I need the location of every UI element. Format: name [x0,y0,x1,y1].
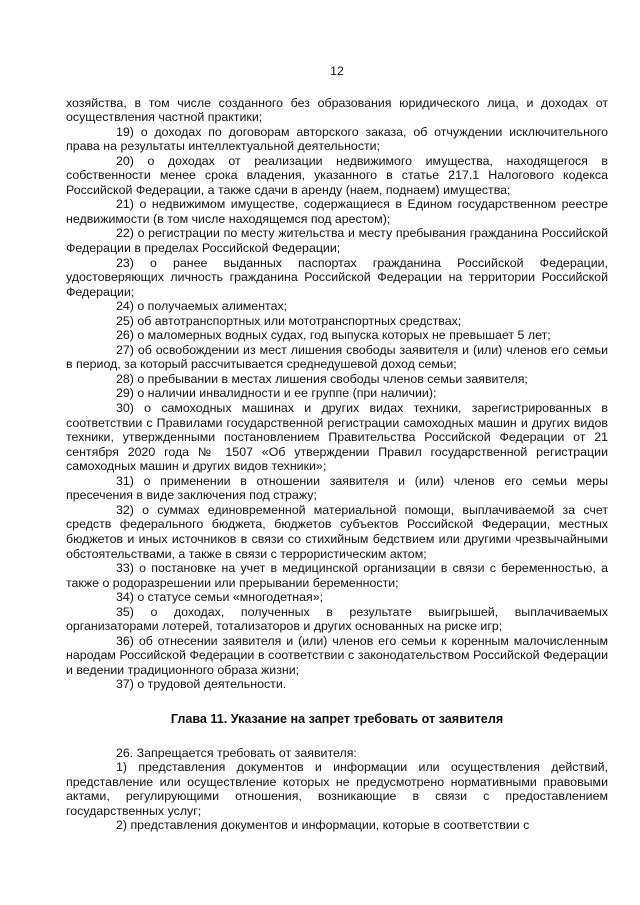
paragraph: 2) представления документов и информации, которые в соответствии с [116,818,530,833]
paragraph: 1) представления документов и информации или осуществления действий, представление или осуществление которых не предусмотрено нормативными правовыми актами, регулирующими отношения, возникающие в связи с предоставлением государственных услуг; [66,760,608,818]
paragraph: 34) о статусе семьи «многодетная»; [116,590,324,605]
paragraph: 27) об освобождении из мест лишения свободы заявителя и (или) членов его семьи в период, за который рассчитывается среднедушевой доход семьи; [66,342,608,372]
paragraph: 32) о суммах единовременной материальной помощи, выплачиваемой за счет средств федерального бюджета, бюджетов субъектов Российской Федерации, местных бюджетов и иных источников в связи со стихийным бедствием или другими чрезвычайными обстоятельствами, а также в связи с террористическим актом; [66,502,608,561]
paragraph: 30) о самоходных машинах и других видах техники, зарегистрированных в соответствии с Правилами государственной регистрации самоходных машин и других видов техники, утвержденными постановлением Правительства Российской Федерации от 21 сентября 2020 года № 1507 «Об утверждении Правил государственной регистрации самоходных машин и других видов техники»; [66,401,608,474]
paragraph: 24) о получаемых алиментах; [116,299,288,314]
paragraph: хозяйства, в том числе созданного без образования юридического лица, и доходах от осуществления частной практики; [66,95,608,125]
paragraph: 23) о ранее выданных паспортах гражданина Российской Федерации, удостоверяющих личность гражданина Российской Федерации на территории Российской Федерации; [66,255,608,299]
paragraph: 25) об автотранспортных или мототранспортных средствах; [116,313,462,328]
paragraph: 35) о доходах, полученных в результате выигрышей, выплачиваемых организаторами лотерей, тотализаторов и других основанных на риске игр; [66,604,608,634]
paragraph: 36) об отнесении заявителя и (или) членов его семьи к коренным малочисленным народам Российской Федерации в соответствии с законодательством Российской Федерации и ведении традиционного образа жизни; [66,633,608,677]
paragraph: 37) о трудовой деятельности. [116,677,287,692]
paragraph: 26. Запрещается требовать от заявителя: [116,745,357,760]
paragraph: 19) о доходах по договорам авторского заказа, об отчуждении исключительного права на результаты интеллектуальной деятельности; [66,124,608,154]
paragraph: 21) о недвижимом имуществе, содержащиеся в Едином государственном реестре недвижимости (в том числе находящемся под арестом); [66,197,608,226]
paragraph: 31) о применении в отношении заявителя и (или) членов его семьи меры пресечения в виде заключения под стражу; [66,473,608,503]
paragraph: 28) о пребывании в местах лишения свободы членов семьи заявителя; [116,371,528,386]
chapter-title: Глава 11. Указание на запрет требовать от заявителя [170,711,504,726]
paragraph: 29) о наличии инвалидности и ее группе (при наличии); [116,386,437,401]
page-number: 12 [330,64,344,78]
paragraph: 26) о маломерных водных судах, год выпуска которых не превышает 5 лет; [116,328,551,343]
paragraph: 22) о регистрации по месту жительства и месту пребывания гражданина Российской Федерации в пределах Российской Федерации; [66,226,608,256]
paragraph: 20) о доходах от реализации недвижимого имущества, находящегося в собственности менее срока владения, указанного в статье 217.1 Налогового кодекса Российской Федерации, а также сдачи в аренду (наем, поднаем) имущества; [66,153,608,197]
body-text-before [66,96,608,692]
paragraph: 33) о постановке на учет в медицинской организации в связи с беременностью, а также о родоразрешении или прерывании беременности; [66,561,608,590]
body-text-after [66,746,608,833]
